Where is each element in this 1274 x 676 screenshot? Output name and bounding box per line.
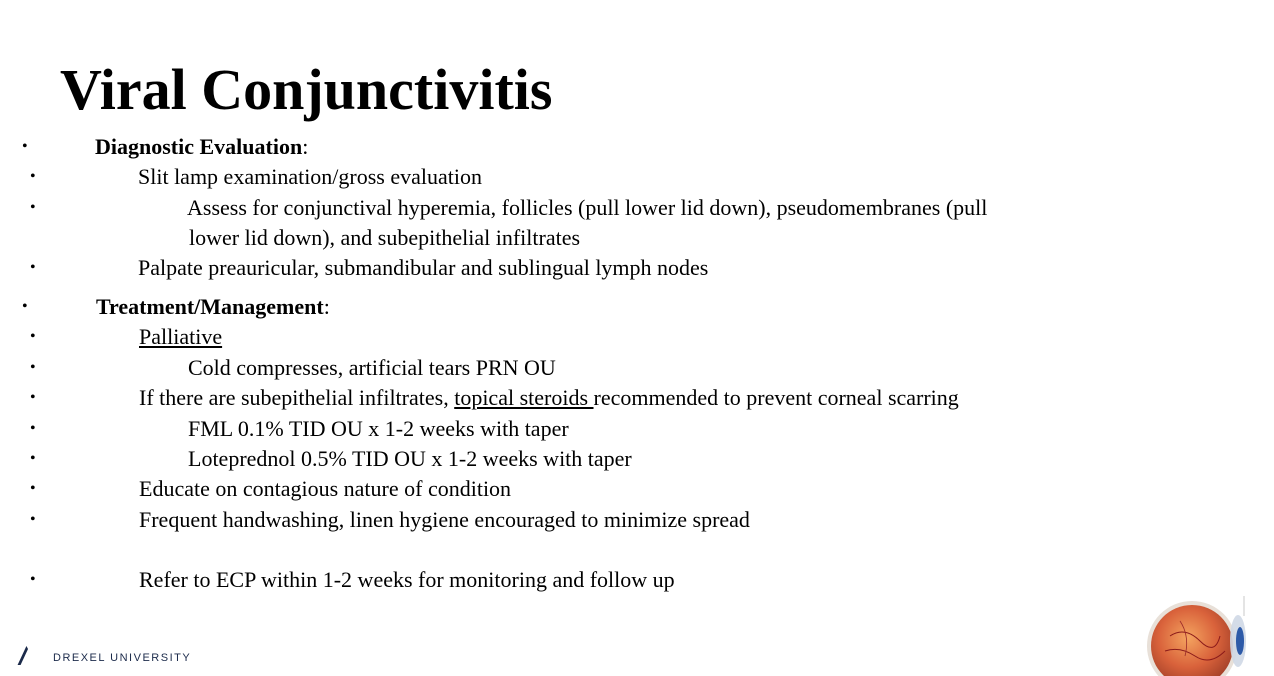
bullet: • [30,328,36,345]
list-item-text: Loteprednol 0.5% TID OU x 1-2 weeks with taper [188,446,632,471]
list-item-text: If there are subepithelial infiltrates, topical steroids recommended to prevent corneal scarring [139,385,959,410]
bullet: • [30,259,36,276]
bullet: • [30,450,36,467]
list-item [0,353,1274,383]
list-item [0,193,1274,223]
bullet: • [30,480,36,497]
treatment-heading: Treatment/Management: [96,294,330,319]
list-item-text: Assess for conjunctival hyperemia, follicles (pull lower lid down), pseudomembranes (pull [187,195,988,220]
list-item-text: FML 0.1% TID OU x 1-2 weeks with taper [188,416,569,441]
list-item [0,322,1274,352]
bullet: • [30,511,36,528]
bullet: • [30,389,36,406]
palliative-label: Palliative [139,324,223,349]
list-item [0,474,1274,504]
treatment-heading-row [0,292,1274,322]
bullet: • [30,359,36,376]
list-item [0,383,1274,413]
bullet: • [22,298,28,315]
list-item [0,162,1274,192]
list-item [0,444,1274,474]
topical-steroids-text: topical steroids [454,385,594,410]
diagnostic-heading-row [0,132,1274,162]
list-item [0,414,1274,444]
bullet: • [30,420,36,437]
drexel-logo: DREXEL UNIVERSITY [22,646,191,665]
diagnostic-heading: Diagnostic Evaluation: [95,134,309,159]
list-item [0,565,1274,595]
bullet: • [30,168,36,185]
list-item-continuation [0,223,1274,253]
list-item-text: Slit lamp examination/gross evaluation [138,164,482,189]
list-item-text: Frequent handwashing, linen hygiene encouraged to minimize spread [139,507,750,532]
list-item-text: Refer to ECP within 1-2 weeks for monitoring and follow up [139,567,675,592]
list-item-text: Cold compresses, artificial tears PRN OU [188,355,556,380]
slide-title: Viral Conjunctivitis [60,57,553,122]
list-item-text: Educate on contagious nature of condition [139,476,512,501]
eye-illustration-icon [1140,596,1250,676]
bullet: • [22,138,28,155]
list-item [0,505,1274,535]
bullet: • [30,571,36,588]
list-item [0,253,1274,283]
list-item-text: Palpate preauricular, submandibular and sublingual lymph nodes [138,255,709,280]
bullet: • [30,199,36,216]
list-item-text: lower lid down), and subepithelial infiltrates [189,225,581,250]
logo-mark-icon [18,646,40,665]
